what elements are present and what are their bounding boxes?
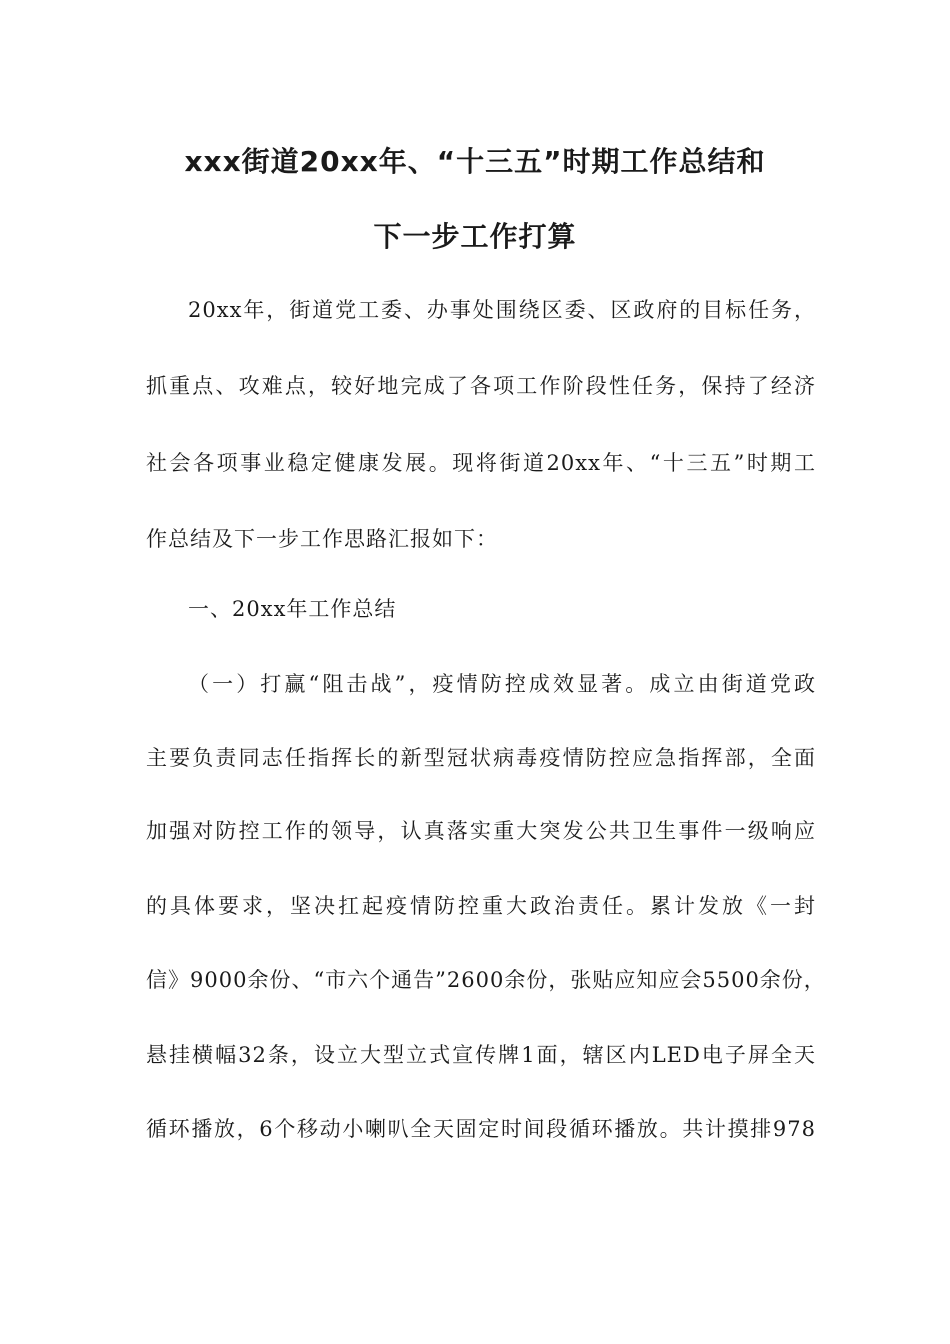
- paragraph-line: 主要负责同志任指挥长的新型冠状病毒疫情防控应急指挥部，全面: [146, 746, 816, 770]
- paragraph-line: 信》9000余份、“市六个通告”2600余份，张贴应知应会5500余份，: [146, 968, 826, 992]
- paragraph-line: 社会各项事业稳定健康发展。现将街道20xx年、“十三五”时期工: [146, 451, 816, 475]
- paragraph-line: 抓重点、攻难点，较好地完成了各项工作阶段性任务，保持了经济: [146, 374, 816, 398]
- document-title-line-2: 下一步工作打算: [373, 220, 577, 253]
- paragraph-line: 循环播放，6个移动小喇叭全天固定时间段循环播放。共计摸排978: [146, 1117, 816, 1141]
- paragraph-line: （一）打赢“阻击战”，疫情防控成效显著。成立由街道党政: [188, 672, 816, 696]
- document-title-line-1: xxx街道20xx年、“十三五”时期工作总结和: [184, 145, 766, 178]
- section-heading: 一、20xx年工作总结: [188, 597, 397, 621]
- paragraph-line: 20xx年，街道党工委、办事处围绕区委、区政府的目标任务，: [188, 298, 816, 322]
- paragraph-line: 加强对防控工作的领导，认真落实重大突发公共卫生事件一级响应: [146, 819, 816, 843]
- paragraph-line: 的具体要求，坚决扛起疫情防控重大政治责任。累计发放《一封: [146, 894, 816, 918]
- paragraph-line: 悬挂横幅32条，设立大型立式宣传牌1面，辖区内LED电子屏全天: [146, 1043, 816, 1067]
- paragraph-line: 作总结及下一步工作思路汇报如下：: [146, 527, 498, 551]
